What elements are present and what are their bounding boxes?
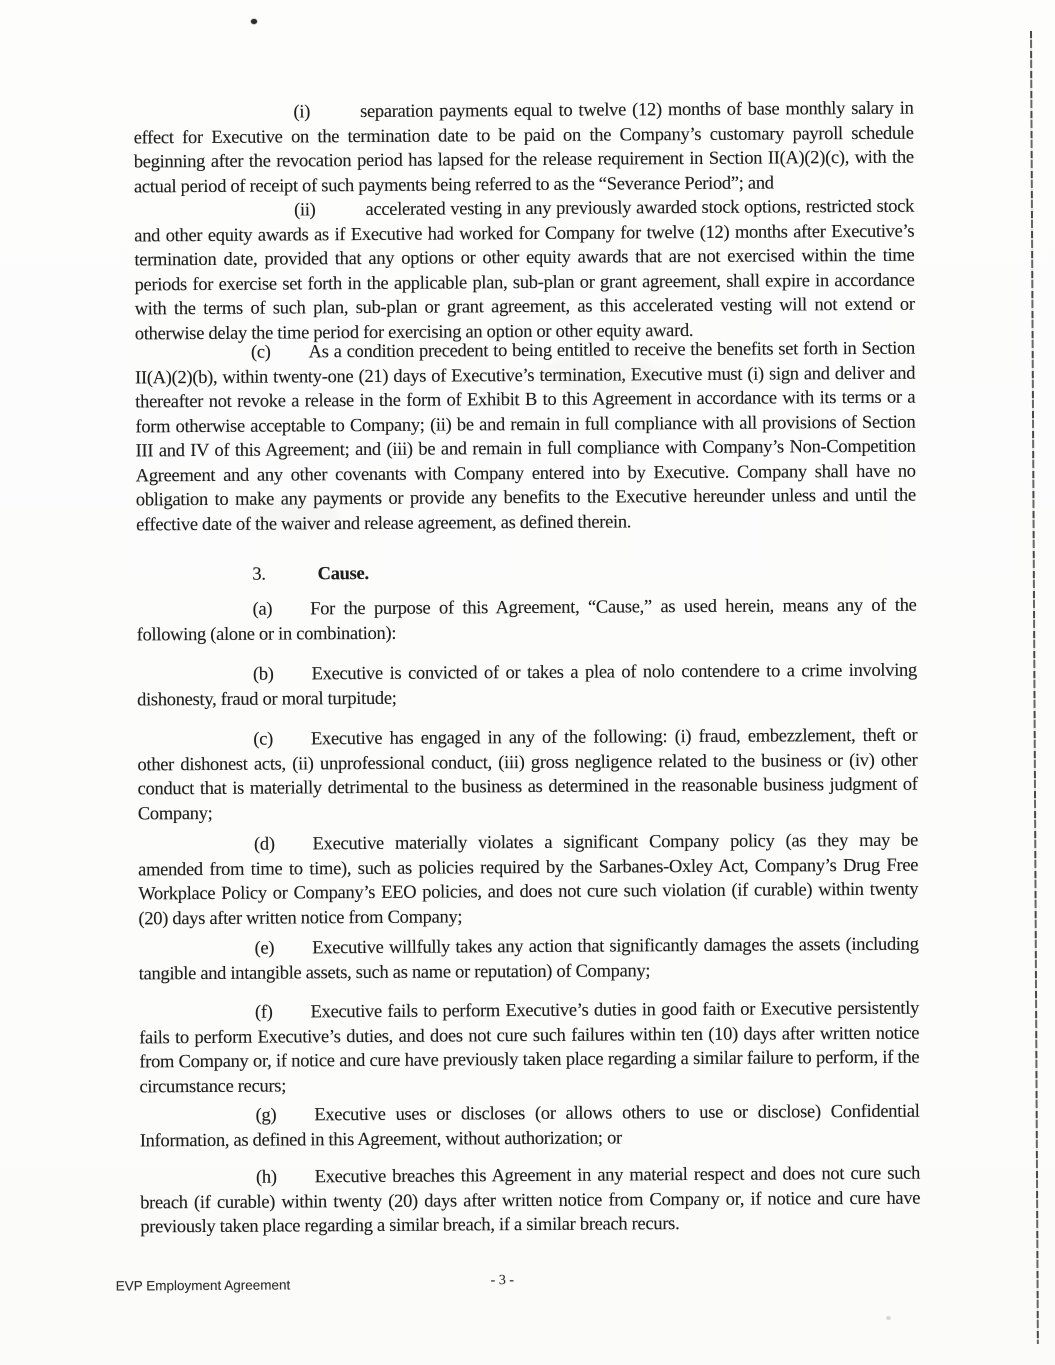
clause-marker: (i)	[293, 102, 311, 123]
section-heading-cause	[136, 559, 916, 588]
clause-cause-h	[140, 1162, 920, 1240]
clause-cause-e	[139, 933, 919, 987]
clause-text: Executive is convicted of or takes a plea of nolo contendere to a crime involving dishonesty, fraud or moral turpitude;	[137, 660, 917, 710]
clause-marker: (f)	[254, 1002, 273, 1023]
clause-text: Executive breaches this Agreement in any material respect and does not cure such breach (if curable) within twenty (20) days after written notice from Company or, if notice and cure have previously taken place regarding a similar breach, if a similar breach recurs.	[140, 1163, 921, 1238]
clause-condition-precedent-c	[135, 337, 916, 538]
clause-cause-c	[137, 724, 918, 827]
scan-smudge	[540, 355, 660, 395]
clause-text: separation payments equal to twelve (12) months of base monthly salary in effect for Executive on the termination date to be paid on the Company’s customary payroll schedule beginning after the revocation period has lapsed for the release requirement in Section II(A)(2)(c), with the actual period of receipt of such payments being referred to as the “Severance Period”; and	[133, 98, 914, 197]
section-number: 3.	[252, 564, 266, 585]
clause-marker: (c)	[253, 729, 274, 750]
clause-text: As a condition precedent to being entitled to receive the benefits set forth in Section II(A)(2)(b), within twenty-one (21) days of Executive’s termination, Executive must (i) sign and deliver and thereafter not revoke a release in the form of Exhibit B to this Agreement in accordance with its terms or a form otherwise acceptable to Company; (ii) be and remain in full compliance with all provisions of Section III and IV of this Agreement; and (iii) be and remain in full compliance with Company’s Non-Competition Agreement and any other covenants with Company entered into by Executive. Company shall have no obligation to make any payments or provide any benefits to the Executive hereunder unless and until the effective date of the waiver and release agreement, as defined therein.	[135, 338, 916, 535]
clause-text: Executive has engaged in any of the following: (i) fraud, embezzlement, theft or other dishonest acts, (ii) unprofessional conduct, (iii) gross negligence related to the business or (iv) other conduct that is materially detrimental to the business as determined in the reasonable business judgment of Company;	[137, 725, 918, 824]
clause-text: accelerated vesting in any previously awarded stock options, restricted stock and other equity awards as if Executive had worked for Company for twelve (12) months after Executive’s termination date, provided that any options or other equity awards that are not exercised within the time periods for exercise set forth in the applicable plan, sub-plan or grant agreement, shall expire in accordance with the terms of such plan, sub-plan or grant agreement, as this accelerated vesting will not extend or otherwise delay the time period for exercising an option or other equity award.	[134, 196, 915, 344]
ink-speck-faint	[886, 1316, 891, 1320]
clause-cause-d	[138, 829, 919, 932]
clause-severance-ii	[134, 195, 915, 347]
clause-marker: (b)	[252, 664, 274, 685]
ink-speck	[251, 19, 257, 24]
clause-text: Executive materially violates a significant Company policy (as they may be amended from time to time), such as policies required by the Sarbanes-Oxley Act, Company’s Drug Free Workplace Policy or Company’s EEO policies, and does not cure such violation (if curable) within twenty (20) days after written notice from Company;	[138, 830, 919, 929]
clause-severance-i	[133, 97, 914, 200]
clause-marker: (e)	[254, 938, 275, 959]
clause-marker: (a)	[252, 599, 273, 620]
clause-cause-b	[137, 659, 917, 713]
clause-cause-a	[136, 594, 916, 648]
section-title: Cause.	[317, 563, 369, 585]
clause-cause-g	[140, 1100, 920, 1154]
clause-text: Executive uses or discloses (or allows others to use or disclose) Confidential Information, as defined in this Agreement, without authorization; or	[139, 1101, 920, 1151]
clause-text: Executive willfully takes any action that significantly damages the assets (including tangible and intangible assets, such as name or reputation) of Company;	[138, 934, 919, 984]
clause-marker: (g)	[255, 1105, 277, 1126]
footer-page-number: - 3 -	[490, 1273, 515, 1289]
clause-marker: (c)	[250, 342, 271, 363]
clause-text: For the purpose of this Agreement, “Cause,” as used herein, means any of the following (alone or in combination):	[136, 595, 917, 645]
clause-marker: (d)	[253, 834, 275, 855]
clause-marker: (h)	[255, 1167, 277, 1188]
footer-document-title: EVP Employment Agreement	[115, 1277, 291, 1294]
clause-marker: (ii)	[294, 200, 316, 221]
clause-text: Executive fails to perform Executive’s duties in good faith or Executive persistently fails to perform Executive’s duties, and does not cure such failures within ten (10) days after written notice from Company or, if notice and cure have previously taken place regarding a similar failure to perform, if the circumstance recurs;	[139, 998, 920, 1097]
clause-cause-f	[139, 997, 920, 1100]
scan-smudge	[250, 500, 340, 530]
